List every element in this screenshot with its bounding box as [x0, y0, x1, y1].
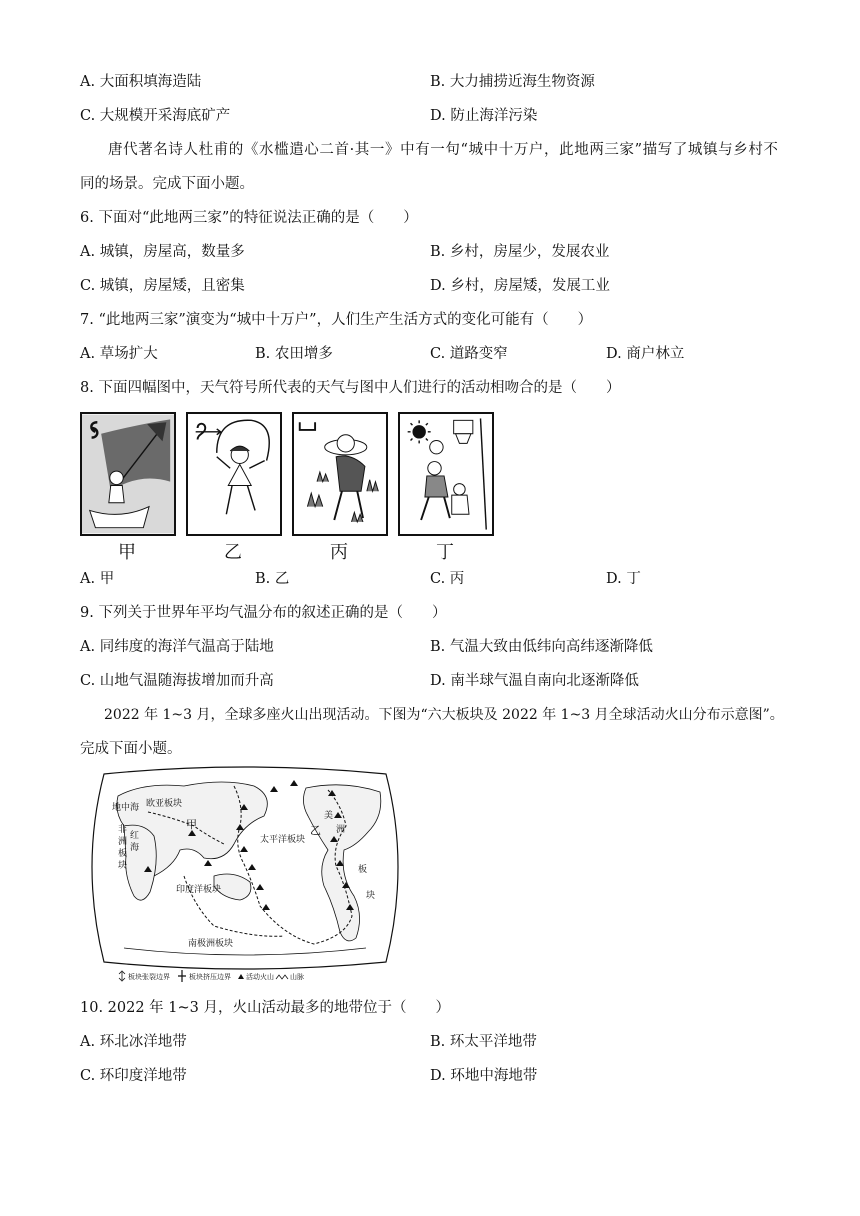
legend-mountain: 山脉 [290, 973, 304, 981]
label-eurasian-plate: 欧亚板块 [146, 799, 183, 809]
q6-option-c: C. 城镇，房屋矮，且密集 [80, 278, 245, 294]
q5-option-d: D. 防止海洋污染 [430, 108, 538, 124]
q7-option-c: C. 道路变窄 [430, 346, 508, 362]
jump-rope-illustration [188, 414, 280, 534]
picture-yi-label: 乙 [224, 542, 244, 563]
q8-option-b: B. 乙 [255, 571, 290, 587]
q7-stem: 7. “此地两三家”演变为“城中十万户”，人们生产生活方式的变化可能有（ ） [80, 312, 593, 328]
label-pacific-plate: 太平洋板块 [260, 835, 306, 845]
q9-option-b: B. 气温大致由低纬向高纬逐渐降低 [430, 639, 653, 655]
sun-symbol-icon [408, 420, 431, 443]
label-jia: 甲 [186, 818, 197, 831]
q10-option-c: C. 环印度洋地带 [80, 1068, 187, 1084]
q9-option-a: A. 同纬度的海洋气温高于陆地 [80, 639, 274, 655]
q5-option-c: C. 大规模开采海底矿产 [80, 108, 231, 124]
q6-option-d: D. 乡村，房屋矮，发展工业 [430, 278, 610, 294]
rain-gauge-symbol-icon [300, 422, 315, 430]
q10-option-a: A. 环北冰洋地带 [80, 1034, 187, 1050]
picture-ding-label: 丁 [436, 542, 456, 563]
farmer-field-illustration [294, 414, 386, 534]
passage2-line1: 2022 年 1~3 月，全球多座火山出现活动。下图为“六大板块及 2022 年 1~3 月全球活动火山分布示意图”。 [104, 707, 784, 723]
label-african-1: 非 [118, 825, 128, 835]
q9-option-c: C. 山地气温随海拔增加而升高 [80, 673, 274, 689]
legend-convergent: 板块挤压边界 [189, 973, 231, 981]
picture-yi [186, 412, 282, 536]
legend-volcano: 活动火山 [246, 973, 274, 981]
typhoon-kite-illustration [82, 414, 174, 534]
plate-volcano-map [84, 766, 406, 986]
q6-stem: 6. 下面对“此地两三家”的特征说法正确的是（ ） [80, 210, 418, 226]
q6-option-a: A. 城镇，房屋高，数量多 [80, 244, 245, 260]
q8-stem: 8. 下面四幅图中，天气符号所代表的天气与图中人们进行的活动相吻合的是（ ） [80, 380, 621, 396]
convergent-boundary-icon [178, 970, 186, 982]
legend-divergent: 板块张裂边界 [128, 973, 170, 981]
q9-stem: 9. 下列关于世界年平均气温分布的叙述正确的是（ ） [80, 605, 447, 621]
q8-option-c: C. 丙 [430, 571, 465, 587]
q8-picture-row [80, 412, 510, 563]
label-african-2: 洲 [118, 837, 128, 847]
passage2-line2: 完成下面小题。 [80, 741, 182, 757]
q8-option-d: D. 丁 [606, 571, 641, 587]
picture-bing-label: 丙 [330, 542, 350, 563]
map-legend [119, 970, 304, 982]
label-red-sea-1: 红 [130, 831, 140, 841]
q10-stem: 10. 2022 年 1~3 月，火山活动最多的地带位于（ ） [80, 1000, 450, 1016]
q10-option-b: B. 环太平洋地带 [430, 1034, 537, 1050]
label-yi: 乙 [310, 824, 321, 837]
mountain-icon [276, 975, 288, 979]
label-antarctic-plate: 南极洲板块 [188, 939, 234, 949]
label-america-3: 板 [358, 865, 368, 875]
q5-option-a: A. 大面积填海造陆 [80, 74, 202, 90]
passage1-line2: 同的场景。完成下面小题。 [80, 176, 254, 192]
q8-option-a: A. 甲 [80, 571, 115, 587]
label-red-sea-2: 海 [130, 843, 140, 853]
q10-option-d: D. 环地中海地带 [430, 1068, 538, 1084]
picture-bing [292, 412, 388, 536]
picture-ding [398, 412, 494, 536]
q9-option-d: D. 南半球气温自南向北逐渐降低 [430, 673, 639, 689]
picture-jia [80, 412, 176, 536]
label-indian-ocean-plate: 印度洋板块 [176, 885, 222, 895]
q7-option-d: D. 商户林立 [606, 346, 685, 362]
sandstorm-symbol-icon [196, 424, 221, 440]
label-america-2: 洲 [336, 825, 346, 835]
label-african-3: 板 [118, 849, 128, 859]
q7-option-a: A. 草场扩大 [80, 346, 158, 362]
q5-option-b: B. 大力捕捞近海生物资源 [430, 74, 595, 90]
divergent-boundary-icon [119, 971, 125, 981]
label-african-4: 块 [118, 861, 128, 871]
passage1-line1: 唐代著名诗人杜甫的《水槛遣心二首·其一》中有一句“城中十万户，此地两三家”描写了城镇与乡村不 [108, 142, 779, 158]
label-mediterranean: 地中海 [112, 803, 140, 813]
volcano-icon [238, 974, 244, 979]
label-america-1: 美 [324, 811, 334, 821]
picture-jia-label: 甲 [118, 542, 138, 563]
basketball-illustration [400, 414, 492, 534]
q6-option-b: B. 乡村，房屋少，发展农业 [430, 244, 610, 260]
label-america-4: 块 [366, 891, 376, 901]
q7-option-b: B. 农田增多 [255, 346, 333, 362]
